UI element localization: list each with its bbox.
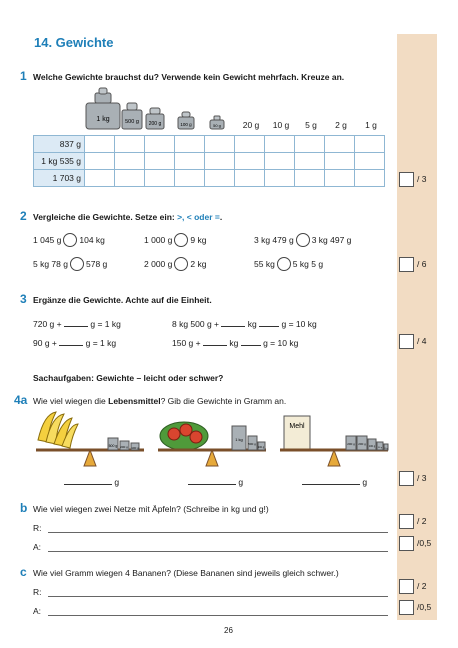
checkbox-cell[interactable]: [145, 170, 175, 187]
answer-line-a[interactable]: [48, 551, 388, 552]
svg-text:500 g: 500 g: [248, 442, 256, 446]
compare-item: 1 000 g 9 kg: [144, 235, 207, 245]
score-task-4a: / 3: [399, 469, 437, 487]
row-label: 837 g: [34, 136, 85, 153]
score-column: [397, 34, 437, 620]
checkbox-cell[interactable]: [325, 136, 355, 153]
section-heading: Sachaufgaben: Gewichte – leicht oder schwer?: [33, 373, 224, 383]
compare-circle[interactable]: [70, 257, 84, 271]
weight-50g-icon: [210, 116, 224, 129]
compare-circle[interactable]: [277, 257, 291, 271]
table-row: [34, 170, 385, 187]
score-box[interactable]: [399, 334, 414, 349]
svg-text:Mehl: Mehl: [289, 423, 305, 430]
checkbox-cell[interactable]: [295, 153, 325, 170]
checkbox-cell[interactable]: [265, 170, 295, 187]
compare-circle[interactable]: [296, 233, 310, 247]
compare-circle[interactable]: [63, 233, 77, 247]
table-row: [34, 153, 385, 170]
svg-text:20 g: 20 g: [384, 448, 388, 450]
score-box[interactable]: [399, 257, 414, 272]
checkbox-cell[interactable]: [355, 136, 385, 153]
checkbox-cell[interactable]: [145, 136, 175, 153]
checkbox-cell[interactable]: [235, 153, 265, 170]
answer-blank[interactable]: [259, 318, 279, 327]
svg-text:100 g: 100 g: [131, 446, 139, 450]
answer-banana: g: [64, 476, 119, 487]
score-task-4c-r: / 2: [399, 577, 437, 595]
label-r: R:: [33, 523, 42, 533]
checkbox-cell[interactable]: [85, 153, 115, 170]
score-box[interactable]: [399, 536, 414, 551]
task-2-heading: Vergleiche die Gewichte. Setze ein: >, < oder =.: [33, 212, 223, 222]
task-3-heading: Ergänze die Gewichte. Achte auf die Einheit.: [33, 295, 212, 305]
task-3-number: 3: [20, 292, 27, 306]
answer-blank[interactable]: [203, 337, 227, 346]
flour-scale-icon: [280, 416, 388, 466]
score-box[interactable]: [399, 579, 414, 594]
weight-label-5g: 5 g: [305, 120, 317, 130]
answer-line-r[interactable]: [48, 532, 388, 533]
svg-text:500 g: 500 g: [108, 444, 118, 448]
checkbox-cell[interactable]: [295, 136, 325, 153]
svg-text:100 g: 100 g: [257, 446, 265, 449]
page-title: 14. Gewichte: [34, 35, 114, 50]
svg-text:100 g: 100 g: [180, 122, 192, 127]
score-task-4b-r: / 2: [399, 512, 437, 530]
answer-line-a[interactable]: [48, 615, 388, 616]
page-number: 26: [224, 626, 233, 635]
answer-blank[interactable]: [241, 337, 261, 346]
task-4a-text: Wie viel wiegen die Lebensmittel? Gib die Gewichte in Gramm an.: [33, 396, 287, 406]
compare-circle[interactable]: [174, 257, 188, 271]
label-a: A:: [33, 606, 42, 616]
svg-text:200 g: 200 g: [148, 121, 162, 127]
weight-label-10g: 10 g: [272, 120, 290, 130]
svg-text:200 g: 200 g: [120, 445, 128, 449]
answer-flour: g: [302, 476, 367, 487]
task-4b-text: Wie viel wiegen zwei Netze mit Äpfeln? (Schreibe in kg und g!): [33, 504, 269, 514]
task-4c-text: Wie viel Gramm wiegen 4 Bananen? (Diese Bananen sind jeweils gleich schwer.): [33, 568, 339, 578]
score-box[interactable]: [399, 514, 414, 529]
scales-illustration: [34, 410, 394, 480]
svg-text:500 g: 500 g: [125, 119, 139, 125]
fill-item: 150 g + kg g = 10 kg: [172, 338, 299, 348]
checkbox-cell[interactable]: [205, 170, 235, 187]
answer-blank[interactable]: [302, 476, 360, 485]
checkbox-cell[interactable]: [175, 153, 205, 170]
score-task-1: / 3: [399, 170, 437, 188]
weights-illustration: [82, 86, 242, 134]
checkbox-cell[interactable]: [355, 170, 385, 187]
weight-1kg-icon: [86, 88, 120, 129]
checkbox-cell[interactable]: [85, 136, 115, 153]
svg-text:50 g: 50 g: [378, 447, 382, 449]
table-row: [34, 136, 385, 153]
label-a: A:: [33, 542, 42, 552]
task-2-number: 2: [20, 209, 27, 223]
checkbox-cell[interactable]: [115, 170, 145, 187]
weights-table: [33, 135, 385, 187]
weight-200g-icon: [146, 108, 164, 129]
fill-item: 8 kg 500 g + kg g = 10 kg: [172, 319, 317, 329]
checkbox-cell[interactable]: [325, 170, 355, 187]
task-1-number: 1: [20, 69, 27, 83]
checkbox-cell[interactable]: [175, 170, 205, 187]
fill-item: 720 g + g = 1 kg: [33, 319, 121, 329]
apple-net-scale-icon: [158, 422, 266, 466]
score-task-2: / 6: [399, 255, 437, 273]
compare-item: 5 kg 78 g 578 g: [33, 259, 108, 269]
score-task-4b-a: /0,5: [399, 534, 437, 552]
svg-text:1 kg: 1 kg: [96, 116, 110, 123]
row-label: 1 703 g: [34, 170, 85, 187]
answer-blank[interactable]: [64, 318, 88, 327]
compare-item: 3 kg 479 g 3 kg 497 g: [254, 235, 352, 245]
checkbox-cell[interactable]: [325, 153, 355, 170]
answer-line-r[interactable]: [48, 596, 388, 597]
checkbox-cell[interactable]: [175, 136, 205, 153]
score-task-4c-a: /0,5: [399, 598, 437, 616]
weight-100g-icon: [178, 112, 194, 129]
compare-item: 2 000 g 2 kg: [144, 259, 207, 269]
checkbox-cell[interactable]: [145, 153, 175, 170]
row-label: 1 kg 535 g: [34, 153, 85, 170]
weight-label-20g: 20 g: [242, 120, 260, 130]
svg-text:100 g: 100 g: [368, 445, 376, 448]
checkbox-cell[interactable]: [295, 170, 325, 187]
compare-item: 55 kg 5 kg 5 g: [254, 259, 324, 269]
answer-blank[interactable]: [59, 337, 83, 346]
checkbox-cell[interactable]: [265, 153, 295, 170]
compare-item: 1 045 g 104 kg: [33, 235, 105, 245]
fill-item: 90 g + g = 1 kg: [33, 338, 117, 348]
svg-text:1 kg: 1 kg: [235, 437, 243, 442]
checkbox-cell[interactable]: [235, 136, 265, 153]
svg-text:50 g: 50 g: [213, 123, 221, 128]
checkbox-cell[interactable]: [205, 136, 235, 153]
task-4b-letter: b: [20, 501, 28, 515]
answer-blank[interactable]: [64, 476, 112, 485]
checkbox-cell[interactable]: [115, 153, 145, 170]
answer-apples: g: [188, 476, 243, 487]
score-task-3: / 4: [399, 332, 437, 350]
svg-text:200 g: 200 g: [358, 442, 366, 446]
banana-scale-icon: [36, 412, 144, 466]
weight-label-2g: 2 g: [335, 120, 347, 130]
score-box[interactable]: [399, 471, 414, 486]
answer-blank[interactable]: [221, 318, 245, 327]
task-4c-letter: c: [20, 565, 27, 579]
score-box[interactable]: [399, 600, 414, 615]
weight-label-1g: 1 g: [365, 120, 377, 130]
checkbox-cell[interactable]: [115, 136, 145, 153]
weight-500g-icon: [122, 103, 142, 129]
checkbox-cell[interactable]: [355, 153, 385, 170]
checkbox-cell[interactable]: [205, 153, 235, 170]
compare-circle[interactable]: [174, 233, 188, 247]
answer-blank[interactable]: [188, 476, 236, 485]
task-1-heading: Welche Gewichte brauchst du? Verwende kein Gewicht mehrfach. Kreuze an.: [33, 72, 345, 82]
checkbox-cell[interactable]: [85, 170, 115, 187]
checkbox-cell[interactable]: [235, 170, 265, 187]
score-box[interactable]: [399, 172, 414, 187]
svg-text:200 g: 200 g: [347, 442, 355, 446]
task-4a-number: 4a: [14, 393, 28, 407]
label-r: R:: [33, 587, 42, 597]
checkbox-cell[interactable]: [265, 136, 295, 153]
